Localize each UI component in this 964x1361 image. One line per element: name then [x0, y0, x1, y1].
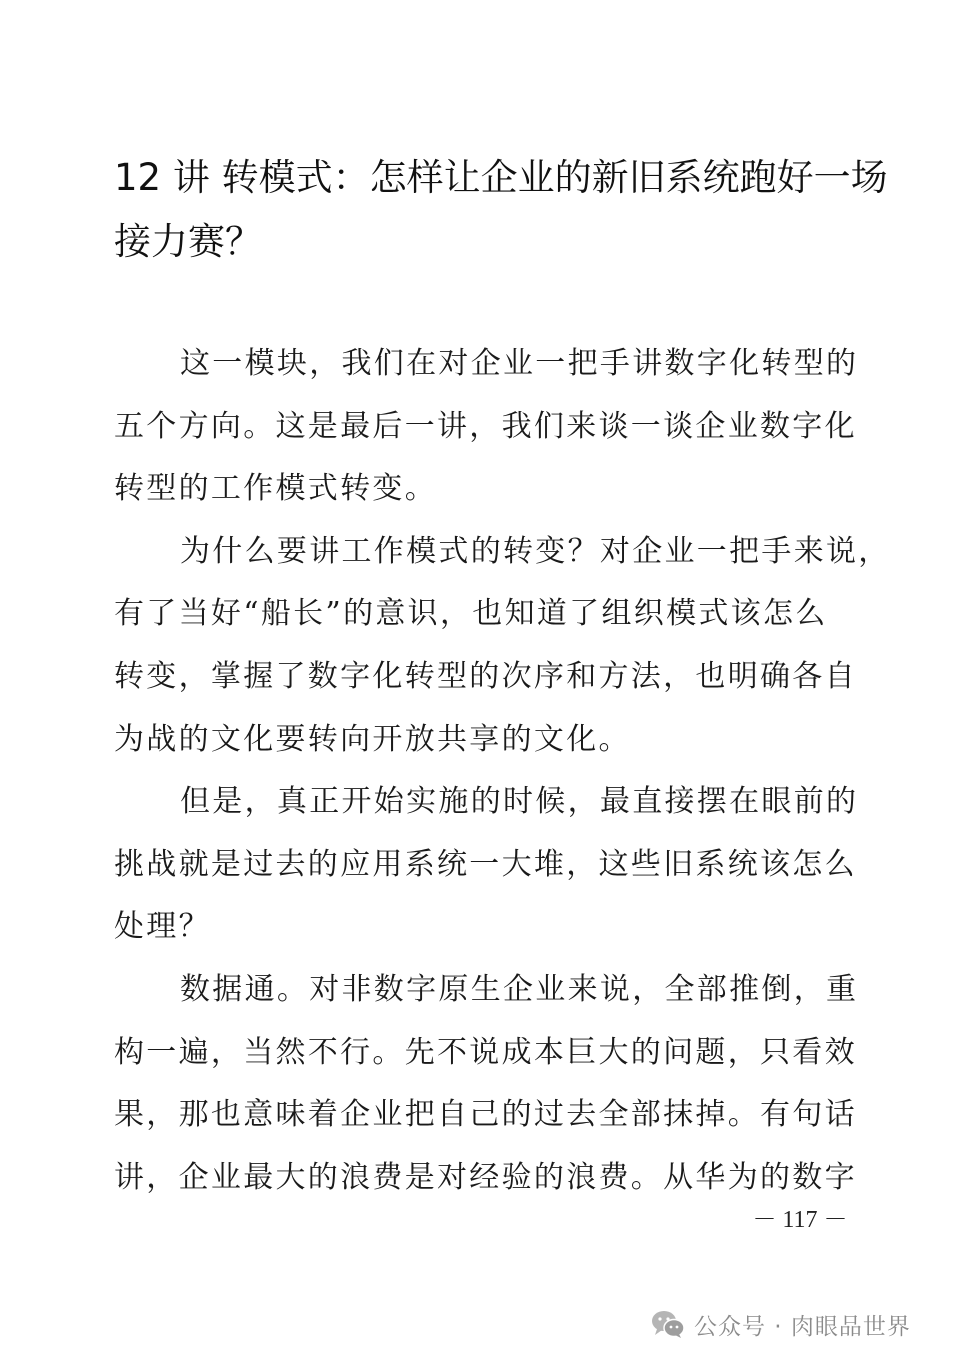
- text-line: 处理？: [114, 909, 211, 945]
- text-line: 但是，真正开始实施的时候，最直接摆在眼前的: [180, 784, 859, 820]
- paragraph-4: [114, 959, 864, 1209]
- title-line: 接力赛？: [114, 220, 262, 263]
- body-text: [114, 333, 891, 1209]
- text-line: 数据通。对非数字原生企业来说，全部推倒，重: [180, 971, 859, 1007]
- text-line: 转变，掌握了数字化转型的次序和方法，也明确各自: [114, 658, 857, 694]
- text-line: 五个方向。这是最后一讲，我们来谈一谈企业数字化: [114, 408, 857, 444]
- text-line: 有了当好“船长”的意识，也知道了组织模式该怎么: [114, 596, 828, 632]
- text-line: 这一模块，我们在对企业一把手讲数字化转型的: [180, 346, 859, 381]
- paragraph-3: [114, 771, 864, 959]
- text-line: 为什么要讲工作模式的转变？对企业一把手来说，: [180, 533, 891, 569]
- chapter-title: [114, 146, 888, 274]
- text-line: 果，那也意味着企业把自己的过去全部抹掉。有句话: [114, 1097, 857, 1133]
- text-line: 讲，企业最大的浪费是对经验的浪费。从华为的数字: [114, 1159, 857, 1195]
- paragraph-2: [114, 521, 891, 771]
- watermark: [650, 1304, 911, 1344]
- text-line: 为战的文化要转向开放共享的文化。: [114, 721, 631, 757]
- watermark-text: 公众号 · 肉眼品世界: [694, 1313, 911, 1340]
- page-number: － 117 －: [752, 1207, 848, 1233]
- wechat-icon: [650, 1309, 686, 1339]
- title-line: 12 讲 转模式：怎样让企业的新旧系统跑好一场: [114, 156, 888, 199]
- paragraph-1: [114, 333, 864, 521]
- text-line: 转型的工作模式转变。: [114, 471, 437, 507]
- text-line: 构一遍，当然不行。先不说成本巨大的问题，只看效: [114, 1034, 857, 1070]
- text-line: 挑战就是过去的应用系统一大堆，这些旧系统该怎么: [114, 846, 857, 882]
